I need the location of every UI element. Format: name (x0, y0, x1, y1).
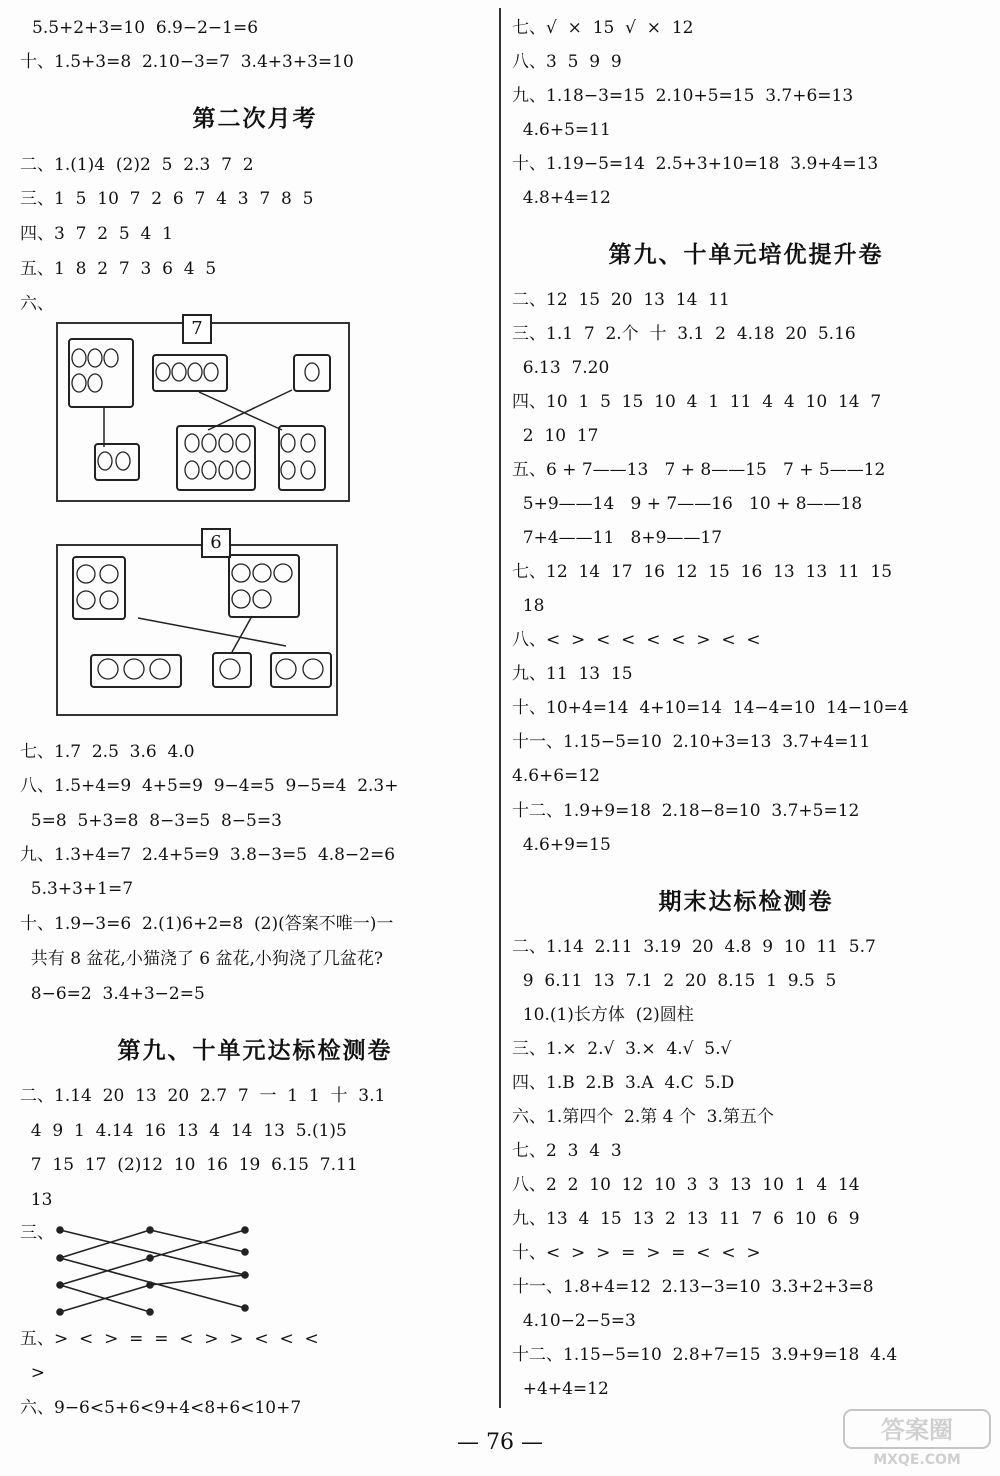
watermark-logo (842, 1408, 992, 1468)
apple-grouping-figure (56, 526, 352, 722)
section-title: 期末达标检测卷 (658, 889, 834, 915)
answer-line: 八、1.5+4=9 4+5=9 9−4=5 9−5=4 2.3+ (20, 776, 399, 796)
page-number: — 76 — (457, 1430, 543, 1455)
answer-line: > (20, 1363, 46, 1383)
answer-line: 十、1.9−3=6 2.(1)6+2=8 (2)(答案不唯一)一 (20, 914, 394, 934)
answer-line: 十一、1.15−5=10 2.10+3=13 3.7+4=11 (512, 732, 871, 752)
answer-line: 4.6+5=11 (512, 120, 611, 140)
answer-line: 十、1.19−5=14 2.5+3+10=18 3.9+4=13 (512, 154, 879, 174)
answer-line: 4 9 1 4.14 16 13 4 14 13 5.(1)5 (20, 1121, 347, 1141)
answer-line: 6.13 7.20 (512, 358, 610, 378)
answer-line: 4.6+9=15 (512, 835, 611, 855)
answer-line: 4.10−2−5=3 (512, 1311, 636, 1331)
answer-line: 九、13 4 15 13 2 13 11 7 6 10 6 9 (512, 1209, 860, 1229)
answer-line: 四、10 1 5 15 10 4 1 11 4 4 10 14 7 (512, 392, 882, 412)
watermark-subtext: MXQE.COM (873, 1452, 961, 1468)
answer-line: 共有 8 盆花,小猫浇了 6 盆花,小狗浇了几盆花? (20, 949, 383, 969)
pear-group (176, 425, 256, 491)
answer-line: 十、10+4=14 4+10=14 14−4=10 14−10=4 (512, 698, 909, 718)
section-title: 第二次月考 (192, 106, 318, 132)
answer-line: 六、1.第四个 2.第 4 个 3.第五个 (512, 1107, 774, 1127)
answer-line: 九、11 13 15 (512, 664, 633, 684)
answer-line: 五、1 8 2 7 3 6 4 5 (20, 259, 217, 279)
apple-group (228, 554, 300, 618)
answer-line: 九、1.18−3=15 2.10+5=15 3.7+6=13 (512, 86, 854, 106)
section-title: 第九、十单元培优提升卷 (608, 242, 884, 268)
answer-line: 四、1.B 2.B 3.A 4.C 5.D (512, 1073, 735, 1093)
answer-line: 5.3+3+1=7 (20, 879, 134, 899)
apple-group (212, 652, 252, 688)
pear-group (94, 443, 140, 481)
answer-line: 十二、1.15−5=10 2.8+7=15 3.9+9=18 4.4 (512, 1345, 898, 1365)
answer-line: 八、< > < < < < > < < (512, 630, 761, 650)
answer-line: 5=8 5+3=8 8−3=5 8−5=3 (20, 811, 282, 831)
answer-line: 四、3 7 2 5 4 1 (20, 224, 173, 244)
answer-line: 9 6.11 13 7.1 2 20 8.15 1 9.5 5 (512, 971, 837, 991)
answer-line: 13 (20, 1190, 53, 1210)
answer-line: 六、 (20, 294, 54, 314)
answer-line: 九、1.3+4=7 2.4+5=9 3.8−3=5 4.8−2=6 (20, 845, 396, 865)
apple-group (270, 652, 332, 688)
answer-line: 八、2 2 10 12 10 3 3 13 10 1 4 14 (512, 1175, 860, 1195)
section-title: 第九、十单元达标检测卷 (117, 1038, 393, 1064)
watermark-text: 答案圈 (881, 1416, 953, 1444)
answer-line: 五、6 + 7——13 7 + 8——15 7 + 5——12 (512, 460, 886, 480)
answer-line: 2 10 17 (512, 426, 599, 446)
matching-lines-figure (50, 1222, 280, 1320)
pear-group (278, 425, 326, 491)
answer-line: 七、√ × 15 √ × 12 (512, 18, 694, 38)
answer-line: 十一、1.8+4=12 2.13−3=10 3.3+2+3=8 (512, 1277, 874, 1297)
answer-line: 5.5+2+3=10 6.9−2−1=6 (32, 18, 259, 38)
answer-line: 八、3 5 9 9 (512, 52, 622, 72)
answer-line: 10.(1)长方体 (2)圆柱 (512, 1005, 694, 1025)
answer-line: 二、1.14 2.11 3.19 20 4.8 9 10 11 5.7 (512, 937, 876, 957)
number-box: 7 (182, 314, 212, 344)
answer-line: 4.8+4=12 (512, 188, 611, 208)
answer-line: 七、12 14 17 16 12 15 16 13 13 11 15 (512, 562, 893, 582)
answer-line: 8−6=2 3.4+3−2=5 (20, 984, 205, 1004)
answer-line: +4+4=12 (512, 1379, 609, 1399)
answer-line: 三、1.× 2.√ 3.× 4.√ 5.√ (512, 1039, 732, 1059)
pear-group (293, 354, 331, 392)
answer-line: 二、1.(1)4 (2)2 5 2.3 7 2 (20, 155, 254, 175)
answer-line: 5+9——14 9 + 7——16 10 + 8——18 (512, 494, 863, 514)
answer-line: 7 15 17 (2)12 10 16 19 6.15 7.11 (20, 1155, 358, 1175)
answer-line: 二、1.14 20 13 20 2.7 7 一 1 1 十 3.1 (20, 1086, 386, 1106)
answer-line: 7+4——11 8+9——17 (512, 528, 723, 548)
answer-line: 十、1.5+3=8 2.10−3=7 3.4+3+3=10 (20, 52, 354, 72)
column-divider (499, 8, 501, 1408)
apple-group (72, 556, 126, 620)
apple-group (90, 654, 182, 688)
pear-group (68, 338, 134, 408)
answer-line: 三、 (20, 1223, 54, 1243)
answer-line: 六、9−6<5+6<9+4<8+6<10+7 (20, 1398, 302, 1418)
answer-line: 三、1.1 7 2.个 十 3.1 2 4.18 20 5.16 (512, 324, 856, 344)
answer-line: 18 (512, 596, 545, 616)
answer-line: 4.6+6=12 (512, 766, 600, 786)
pear-grouping-figure (56, 300, 352, 502)
answer-line: 十二、1.9+9=18 2.18−8=10 3.7+5=12 (512, 801, 860, 821)
number-box: 6 (201, 528, 231, 558)
answer-line: 七、2 3 4 3 (512, 1141, 622, 1161)
answer-line: 七、1.7 2.5 3.6 4.0 (20, 742, 195, 762)
answer-line: 三、1 5 10 7 2 6 7 4 3 7 8 5 (20, 189, 314, 209)
answer-line: 十、< > > = > = < < > (512, 1243, 761, 1263)
answer-line: 二、12 15 20 13 14 11 (512, 290, 730, 310)
pear-group (152, 354, 228, 392)
answer-line: 五、> < > = = < > > < < < (20, 1329, 319, 1349)
